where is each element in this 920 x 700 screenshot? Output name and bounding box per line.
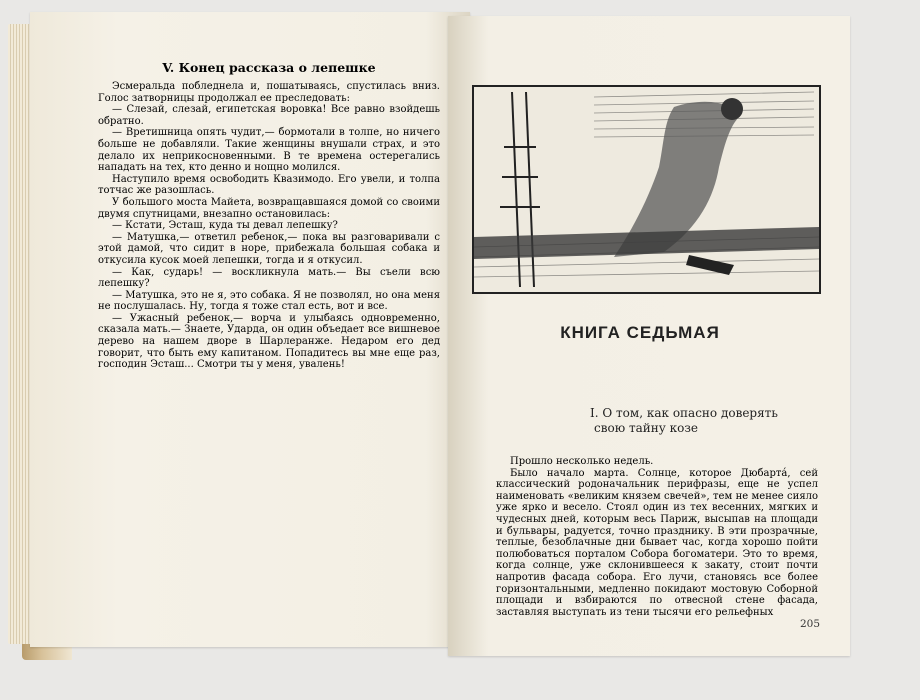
paragraph: — Ужасный ребенок,— ворча и улыбаясь одновременно, сказала мать.— Знаете, Ударда, он один объедает все вишневое дерево на нашем дворе в Шарлеранже. Недаром его дед говорит, что быть ему капитаном. Попадитесь вы мне еще раз, господин Эсташ... Смотри ты у меня, увалень! [98, 312, 440, 371]
paragraph: — Слезай, слезай, египетская воровка! Все равно взойдешь обратно. [98, 104, 440, 127]
paragraph: — Матушка, это не я, это собака. Я не позволял, но она меня не послушалась. Ну, тогда я тоже стал есть, вот и все. [98, 289, 440, 313]
page-number: 205 [800, 618, 821, 630]
paragraph: — Матушка,— ответил ребенок,— пока вы разговаривали с этой дамой, что сидит в норе, прибежала большая собака и откусила кусок моей лепешки, тогда и я откусил. [98, 231, 440, 266]
paragraph: Было начало марта. Солнце, которое Дюбартá, сей классический родоначальник перифразы, еще не успел наименовать «великим князем свечей», тем не менее сияло уже ярко и весело. Стоял один из тех весенних, мягких и чудесных дней, которым весь Париж, высыпав на площади и бульвары, радуется, точно празднику. В эти прозрачные, теплые, безоблачные дни бывает час, когда хорошо пойти полюбоваться порталом Собора богоматери. Это то время, когда солнце, уже склонившееся к закату, стоит почти напротив фасада собора. Его лучи, становясь все более горизонтальными, медленно покидают мостовую Соборной площади и взбираются по отвесной стене фасада, заставляя выступать из тени тысячи его рельефных [496, 467, 818, 618]
chapter-title-line: I. О том, как опасно доверять [590, 406, 778, 420]
paragraph: Эсмеральда побледнела и, пошатываясь, спустилась вниз. Голос затворницы продолжал ее преследовать: [98, 81, 440, 104]
chapter-title-line: свою тайну козе [594, 421, 698, 435]
right-page-text [496, 456, 818, 618]
chapter-heading: V. Конец рассказа о лепешке [162, 60, 376, 75]
book-title: КНИГА СЕДЬМАЯ [560, 323, 720, 342]
paragraph: — Как, сударь! — воскликнула мать.— Вы съели всю лепешку? [98, 266, 440, 290]
paragraph: Наступило время освободить Квазимодо. Его увели, и толпа тотчас же разошлась. [98, 173, 440, 197]
left-page-text [98, 81, 440, 371]
woodcut-illustration [472, 85, 821, 294]
paragraph: — Вретишница опять чудит,— бормотали в толпе, но ничего больше не добавляли. Такие женщины внушали страх, и это делало их неприкосновенными. В те времена остерегались нападать на тех, кто денно и нощно молился. [98, 127, 440, 174]
illustration-drawing [474, 87, 819, 292]
paragraph: У большого моста Майета, возвращавшаяся домой со своими двумя спутницами, внезапно остановилась: [98, 196, 440, 220]
paragraph: — Кстати, Эсташ, куда ты девал лепешку? [112, 220, 338, 232]
paragraph: Прошло несколько недель. [510, 456, 654, 467]
chapter-title [590, 406, 790, 436]
left-page-content [98, 60, 440, 371]
